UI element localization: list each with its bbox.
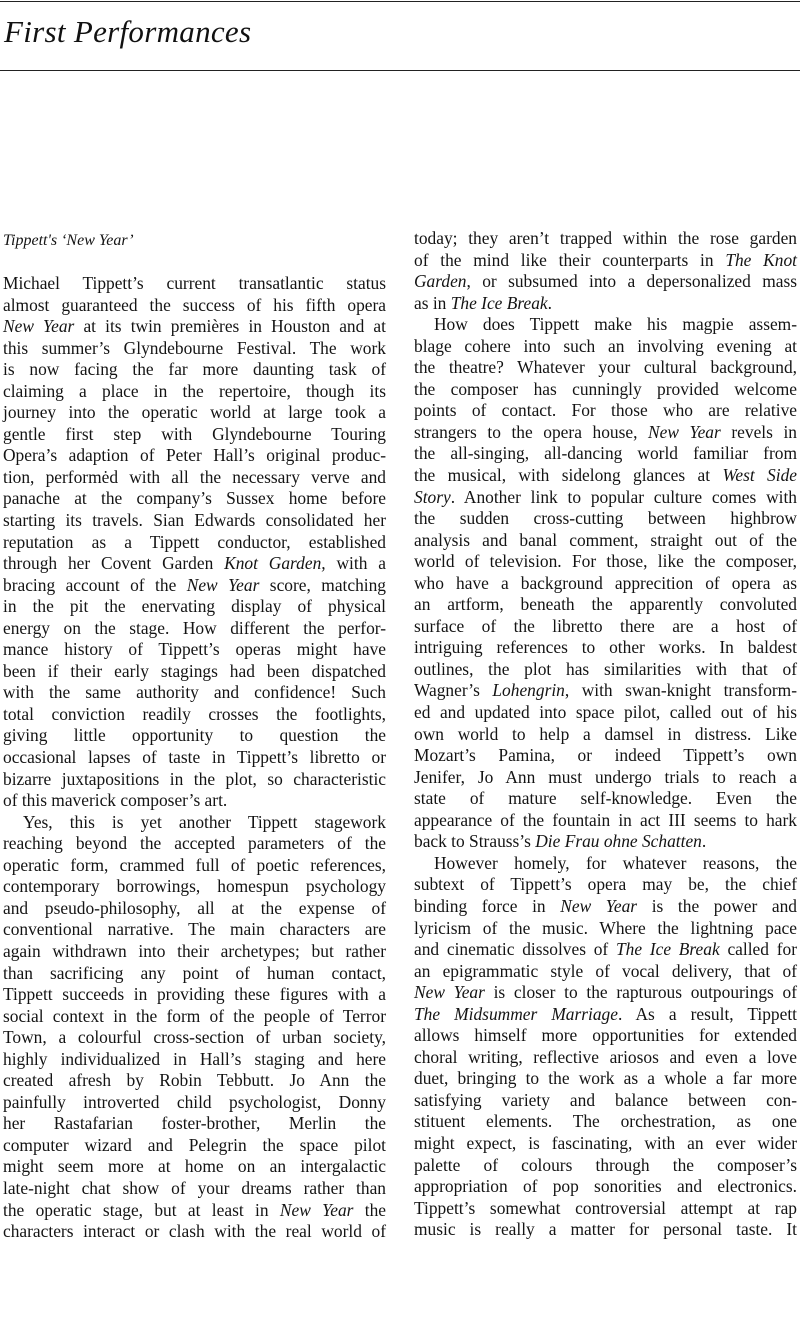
- text-line: bracing account of the New Year score, matching: [3, 574, 387, 595]
- text-line: might expect, is fascinating, with an ever wider: [414, 1132, 797, 1153]
- text-line: an artform, beneath the apparently convoluted: [414, 594, 797, 615]
- text-line: blage cohere into such an involving evening at: [414, 335, 797, 356]
- text-line: lyricism of the music. Where the lightning pace: [414, 917, 797, 938]
- text-line: who have a background apprecition of opera as: [414, 572, 797, 593]
- text-line: reaching beyond the accepted parameters of the: [3, 833, 386, 854]
- text-line: Yes, this is yet another Tippett stagework: [23, 811, 386, 832]
- text-line: late-night chat show of your dreams rather than: [3, 1177, 386, 1198]
- text-line: gentle first step with Glyndebourne Touring: [3, 423, 386, 444]
- text-line: painfully introverted child psychologist, Donny: [3, 1091, 386, 1112]
- text-line: own world to help a damsel in distress. Like: [414, 723, 797, 744]
- text-line: ed and updated into space pilot, called out of his: [414, 702, 797, 723]
- text-line: allows himself more opportunities for extended: [414, 1025, 797, 1046]
- right-text-column: [414, 228, 797, 1241]
- text-line: appearance of the fountain in act III seems to hark: [414, 809, 797, 830]
- text-line: this summer’s Glyndebourne Festival. The work: [3, 337, 386, 358]
- text-line: conventional narrative. The main characters are: [3, 919, 386, 940]
- text-line: However homely, for whatever reasons, the: [434, 852, 797, 873]
- text-line: Story. Another link to popular culture comes with: [414, 486, 797, 507]
- text-line: the sudden cross-cutting between highbrow: [414, 508, 797, 529]
- text-line: points of contact. For those who are relative: [414, 400, 797, 421]
- text-line: Tippett succeeds in providing these figures with a: [3, 984, 386, 1005]
- text-line: appropriation of pop sonorities and electronics.: [414, 1176, 797, 1197]
- text-line: surface of the libretto there are a host of: [414, 615, 797, 636]
- text-line: reputation as a Tippett conductor, established: [3, 531, 386, 552]
- text-line: an epigrammatic style of vocal delivery, that of: [414, 960, 797, 981]
- text-line: subtext of Tippett’s opera may be, the chief: [414, 874, 797, 895]
- article-title: Tippett's ‘New Year’: [3, 232, 134, 249]
- text-line: and cinematic dissolves of The Ice Break called for: [414, 939, 797, 960]
- text-line: contemporary borrowings, homespun psychology: [3, 876, 386, 897]
- text-line: the operatic stage, but at least in New Year the: [3, 1199, 386, 1220]
- text-line: as in The Ice Break.: [414, 292, 552, 313]
- text-line: again withdrawn into their archetypes; but rather: [3, 940, 386, 961]
- text-line: bizarre juxtapositions in the plot, so characteristic: [3, 768, 386, 789]
- header-top-rule: [0, 1, 800, 2]
- text-line: world of television. For those, like the composer,: [414, 551, 797, 572]
- text-line: operatic form, crammed full of poetic references,: [3, 854, 386, 875]
- header-bottom-rule: [0, 70, 800, 71]
- text-line: computer wizard and Pelegrin the space pilot: [3, 1134, 386, 1155]
- text-line: with the same authority and confidence! Such: [3, 682, 386, 703]
- text-line: her Rastafarian foster-brother, Merlin the: [3, 1113, 386, 1134]
- left-text-column: [3, 273, 386, 1243]
- text-line: Mozart’s Pamina, or indeed Tippett’s own: [414, 745, 797, 766]
- text-line: the musical, with sidelong glances at West Side: [414, 465, 797, 486]
- text-line: social context in the form of the people of Terror: [3, 1005, 386, 1026]
- text-line: choral writing, reflective ariosos and even a love: [414, 1046, 797, 1067]
- text-line: than sacrificing any point of human contact,: [3, 962, 386, 983]
- text-line: satisfying variety and balance between con-: [414, 1089, 797, 1110]
- text-line: tion, performėd with all the necessary verve and: [3, 466, 386, 487]
- text-line: outlines, the plot has similarities with that of: [414, 658, 797, 679]
- text-line: today; they aren’t trapped within the rose garden: [414, 228, 797, 248]
- text-line: total conviction readily crosses the footlights,: [3, 703, 386, 724]
- text-line: might seem more at home on an intergalactic: [3, 1156, 386, 1177]
- text-line: Tippett’s somewhat controversial attempt at rap: [414, 1197, 797, 1218]
- text-line: characters interact or clash with the real world of: [3, 1221, 386, 1242]
- text-line: the composer has cunningly provided welcome: [414, 378, 797, 399]
- text-line: claiming a place in the repertoire, though its: [3, 380, 386, 401]
- text-line: Jenifer, Jo Ann must undergo trials to reach a: [414, 766, 797, 787]
- text-line: giving little opportunity to question the: [3, 725, 386, 746]
- text-line: the all-singing, all-dancing world familiar from: [414, 443, 797, 464]
- text-line: intriguing references to other works. In baldest: [414, 637, 797, 658]
- text-line: Michael Tippett’s current transatlantic status: [3, 273, 386, 293]
- text-line: New Year at its twin premières in Houston and at: [3, 316, 386, 337]
- text-line: journey into the operatic world at large took a: [3, 402, 386, 423]
- text-line: music is really a matter for personal taste. It: [414, 1219, 797, 1240]
- text-line: Town, a colourful cross-section of urban society,: [3, 1027, 386, 1048]
- text-line: highly individualized in Hall’s staging and here: [3, 1048, 386, 1069]
- text-line: almost guaranteed the success of his fifth opera: [3, 294, 386, 315]
- text-line: New Year is closer to the rapturous outpourings of: [414, 982, 797, 1003]
- text-line: been if their early stagings had been dispatched: [3, 660, 386, 681]
- text-line: The Midsummer Marriage. As a result, Tippett: [414, 1003, 797, 1024]
- text-line: occasional lapses of taste in Tippett’s libretto or: [3, 747, 386, 768]
- text-line: starting its travels. Sian Edwards consolidated her: [3, 510, 386, 531]
- text-line: is now facing the far more daunting task of: [3, 359, 386, 380]
- text-line: back to Strauss’s Die Frau ohne Schatten.: [414, 831, 707, 852]
- text-line: Wagner’s Lohengrin, with swan-knight transform-: [414, 680, 798, 701]
- text-line: Garden, or subsumed into a depersonalized mass: [414, 271, 797, 292]
- text-line: through her Covent Garden Knot Garden, with a: [3, 553, 386, 574]
- text-line: How does Tippett make his magpie assem-: [434, 314, 797, 335]
- section-title: First Performances: [4, 14, 252, 49]
- text-line: panache at the company’s Sussex home before: [3, 488, 386, 509]
- text-line: Opera’s adaption of Peter Hall’s original produc-: [3, 445, 386, 466]
- text-line: in the pit the enervating display of physical: [3, 596, 386, 617]
- text-line: the theatre? Whatever your cultural background,: [414, 357, 797, 378]
- text-line: of the mind like their counterparts in The Knot: [414, 249, 797, 270]
- text-line: and pseudo-philosophy, all at the expense of: [3, 897, 386, 918]
- text-line: duet, bringing to the work as a whole a far more: [414, 1068, 797, 1089]
- text-line: palette of colours through the composer’s: [414, 1154, 797, 1175]
- text-line: of this maverick composer’s art.: [3, 790, 228, 811]
- text-line: state of mature self-knowledge. Even the: [414, 788, 797, 809]
- text-line: analysis and banal comment, straight out of the: [414, 529, 797, 550]
- text-line: binding force in New Year is the power and: [414, 895, 797, 916]
- text-line: mance history of Tippett’s operas might have: [3, 639, 386, 660]
- text-line: strangers to the opera house, New Year revels in: [414, 421, 797, 442]
- text-line: stituent elements. The orchestration, as one: [414, 1111, 797, 1132]
- text-line: created afresh by Robin Tebbutt. Jo Ann the: [3, 1070, 386, 1091]
- text-line: energy on the stage. How different the perfor-: [3, 617, 386, 638]
